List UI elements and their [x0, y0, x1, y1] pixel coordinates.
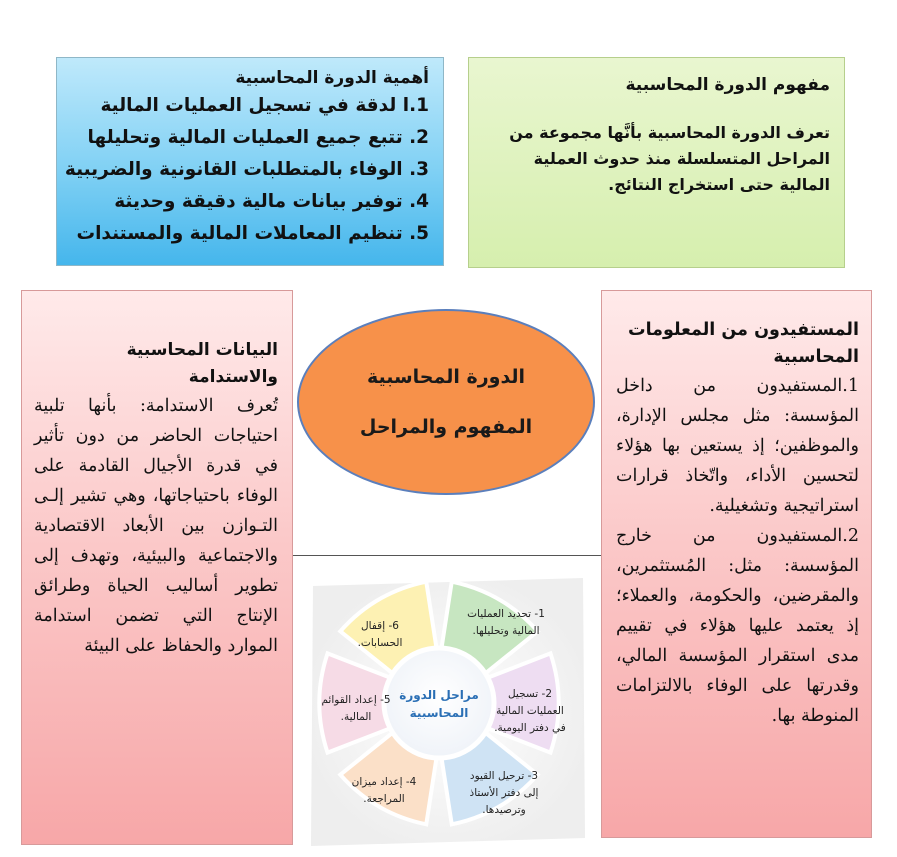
importance-box	[56, 57, 444, 266]
cycle-step-5: 5- إعداد القوائم المالية.	[321, 694, 391, 723]
cycle-step-2: 2- تسجيل العمليات المالية في دفتر اليومية.	[494, 688, 566, 734]
center-oval	[297, 309, 595, 495]
center-title-line1: الدورة المحاسبية	[366, 366, 526, 388]
concept-box	[468, 57, 845, 268]
users-item: 2.المستفيدون من خارج المؤسسة: مثل: المُستثمرين، والمقرضين، والحكومة، والعملاء؛ إذ يعتمد عليها هؤلاء في تقييم مدى استقرار المؤسسة المالي، وقدرتها على الوفاء بالالتزامات المنوطة بها.	[616, 526, 859, 726]
cycle-step-4: 4- إعداد ميزان المراجعة.	[351, 776, 417, 805]
cycle-step-3: 3- ترحيل القيود إلى دفتر الأستاذ وترصيدها.	[469, 770, 539, 816]
cycle-step-6: 6- إقفال الحسابات.	[357, 620, 403, 649]
importance-item: 4. توفير بيانات مالية دقيقة وحديثة	[114, 191, 429, 212]
cycle-step-1: 1- تحديد العمليات المالية وتحليلها.	[467, 608, 545, 637]
sustainability-title: البيانات المحاسبية والاستدامة	[126, 340, 278, 387]
sustainability-body: تُعرف الاستدامة: بأنها تلبية احتياجات الحاضر من دون تأثير في قدرة الأجيال القادمة على الوفاء باحتياجاتها، وهي تشير إلـى التـوازن بين الأبعاد الاقتصادية والاجتماعية والبيئية، وتهدف إلى تطوير أساليب الحياة وطرائق الإنتاج التي تضمن استدامة الموارد والحفاظ على البيئة	[34, 396, 278, 656]
concept-title: مفهوم الدورة المحاسبية	[625, 75, 830, 95]
users-box	[601, 290, 872, 838]
cycle-diagram	[293, 555, 601, 856]
cycle-center-label	[386, 651, 492, 757]
cycle-center-line1: مراحل الدورة	[399, 688, 479, 702]
importance-item: 5. تنظيم المعاملات المالية والمستندات	[76, 223, 429, 244]
importance-item: 1.ا لدقة في تسجيل العمليات المالية	[100, 95, 429, 116]
users-item: 1.المستفيدون من داخل المؤسسة: مثل مجلس الإدارة، والموظفين؛ إذ يستعين بها هؤلاء لتحسين الأداء، واتّخاذ قرارات استراتيجية وتشغيلية.	[616, 376, 859, 516]
center-title-line2: المفهوم والمراحل	[359, 416, 533, 438]
users-title: المستفيدون من المعلومات المحاسبية	[628, 320, 859, 367]
sustainability-box	[21, 290, 293, 845]
importance-title: أهمية الدورة المحاسبية	[235, 68, 429, 88]
importance-item: 3. الوفاء بالمتطلبات القانونية والضريبية	[64, 159, 429, 180]
importance-item: 2. تتبع جميع العمليات المالية وتحليلها	[87, 127, 429, 148]
concept-body: تعرف الدورة المحاسبية بأنَّها مجموعة من المراحل المتسلسلة منذ حدوث العملية المالية حتى استخراج النتائج.	[509, 123, 830, 194]
cycle-center-line2: المحاسبية	[409, 706, 469, 720]
